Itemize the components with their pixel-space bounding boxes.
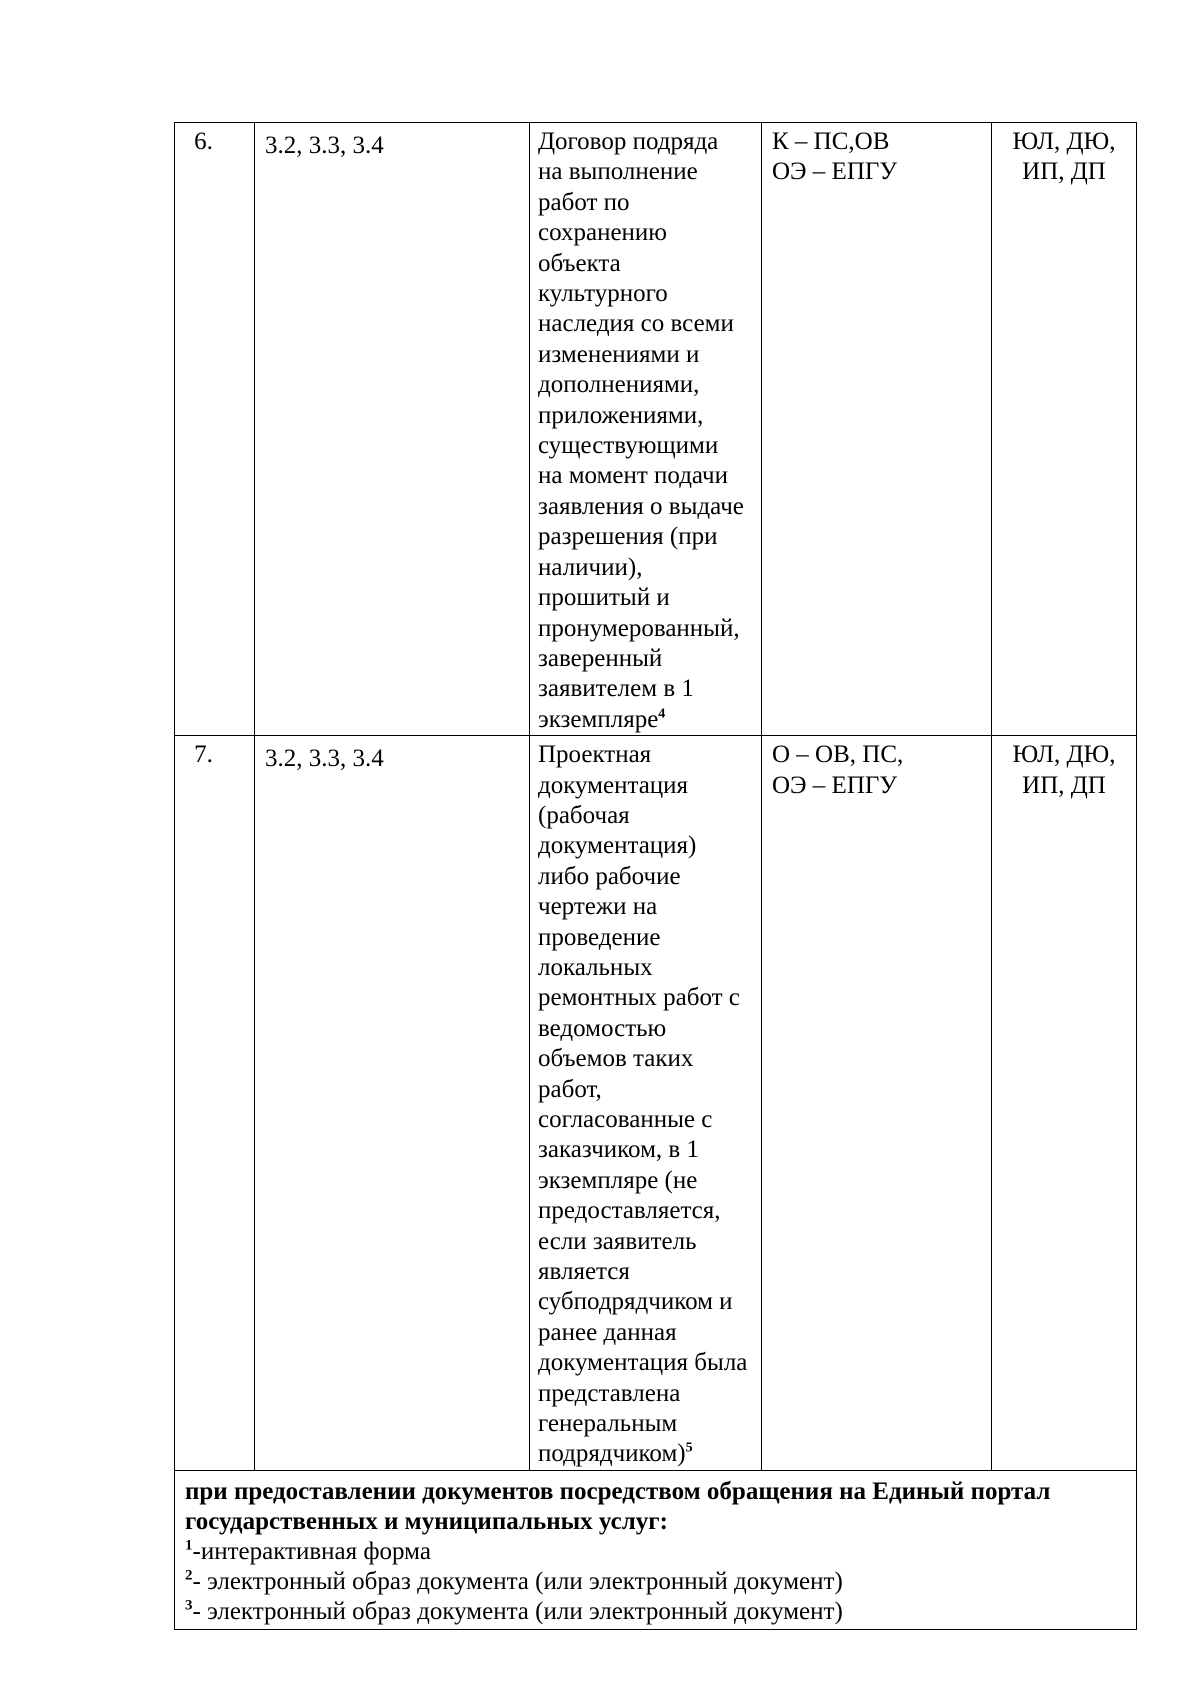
cell-line: объемов таких (538, 1045, 694, 1073)
cell-line: работ по (538, 188, 630, 216)
cell-line: ведомостью (538, 1014, 667, 1042)
applicant-types (992, 736, 1137, 1471)
cell-line: О – ОВ, ПС, (772, 741, 904, 769)
cell-line: субподрядчиком и (538, 1288, 733, 1316)
cell-line: наличии), (538, 553, 643, 581)
footnote-text: -интерактивная форма (192, 1537, 431, 1565)
footnote-mark: 1 (185, 1537, 193, 1554)
cell-line: экземпляре (не (538, 1166, 698, 1194)
footnote-reference: 5 (685, 1441, 693, 1457)
row-sections: 3.2, 3.3, 3.4 (255, 123, 530, 736)
cell-line: если заявитель (538, 1227, 697, 1255)
cell-line: проведение (538, 923, 661, 951)
cell-line: заказчиком, в 1 (538, 1136, 699, 1164)
cell-line: чертежи на (538, 893, 658, 921)
cell-line: ранее данная (538, 1318, 677, 1346)
cell-line: прошитый и (538, 584, 670, 612)
cell-line: пронумерованный, (538, 614, 740, 642)
row-sections: 3.2, 3.3, 3.4 (255, 736, 530, 1471)
cell-line: объекта (538, 249, 621, 277)
table-row (175, 123, 1137, 736)
cell-line: Проектная (538, 741, 652, 769)
submission-form (762, 123, 992, 736)
table-row (175, 736, 1137, 1471)
cell-line: заявления о выдаче (538, 492, 744, 520)
footnote-text: - электронный образ документа (или электронный документ) (192, 1597, 843, 1625)
footnote-reference: 4 (658, 706, 666, 722)
cell-line: документация (538, 771, 689, 799)
cell-line: Договор подряда (538, 128, 719, 155)
cell-line: работ, (538, 1075, 602, 1103)
cell-line: наследия со всеми (538, 310, 734, 338)
cell-line: ОЭ – ЕПГУ (772, 771, 898, 799)
footnote-mark: 2 (185, 1567, 193, 1584)
cell-line: ЮЛ, ДЮ, (1012, 741, 1116, 769)
cell-line: ЮЛ, ДЮ, (1012, 128, 1116, 155)
cell-line: ремонтных работ с (538, 984, 740, 1012)
cell-line: ИП, ДП (1022, 158, 1106, 186)
cell-line: предоставляется, (538, 1197, 721, 1225)
cell-line: (рабочая (538, 801, 630, 829)
cell-line: дополнениями, (538, 371, 700, 399)
footer-row (175, 1470, 1137, 1629)
cell-line: генеральным (538, 1410, 678, 1438)
footnote-3 (185, 1597, 1126, 1627)
footnote-2 (185, 1567, 1126, 1597)
footnote-1 (185, 1537, 1126, 1567)
submission-form (762, 736, 992, 1471)
cell-line: документация) (538, 832, 697, 860)
cell-line: локальных (538, 953, 653, 981)
cell-line: ОЭ – ЕПГУ (772, 158, 898, 186)
cell-line: существующими (538, 432, 719, 460)
document-description (530, 736, 762, 1471)
cell-line: документация была (538, 1349, 748, 1377)
cell-line: заявителем в 1 (538, 675, 694, 703)
footer-title-line: государственных и муниципальных услуг: (185, 1507, 668, 1535)
cell-line: изменениями и (538, 340, 700, 368)
footnotes-cell (175, 1470, 1137, 1629)
cell-line: является (538, 1258, 630, 1286)
cell-line: на момент подачи (538, 462, 728, 490)
cell-line: представлена (538, 1379, 681, 1407)
cell-line: приложениями, (538, 401, 704, 429)
cell-line: заверенный (538, 644, 663, 672)
footnote-text: - электронный образ документа (или электронный документ) (192, 1567, 843, 1595)
footer-title-line: при предоставлении документов посредством обращения на Единый портал (185, 1477, 1051, 1505)
cell-line: культурного (538, 280, 668, 308)
applicant-types (992, 123, 1137, 736)
document-description (530, 123, 762, 736)
row-number: 6. (175, 123, 255, 736)
cell-line: экземпляре$^4$ (538, 705, 666, 733)
cell-line: ИП, ДП (1022, 771, 1106, 799)
requirements-table (174, 122, 1137, 1630)
cell-line: на выполнение (538, 158, 698, 186)
cell-line: сохранению (538, 219, 667, 247)
cell-line: К – ПС,ОВ (772, 128, 890, 155)
row-number: 7. (175, 736, 255, 1471)
cell-line: подрядчиком)$^5$ (538, 1440, 693, 1468)
cell-line: либо рабочие (538, 862, 681, 890)
footnote-mark: 3 (185, 1597, 193, 1614)
cell-line: согласованные с (538, 1106, 713, 1133)
cell-line: разрешения (при (538, 523, 718, 551)
